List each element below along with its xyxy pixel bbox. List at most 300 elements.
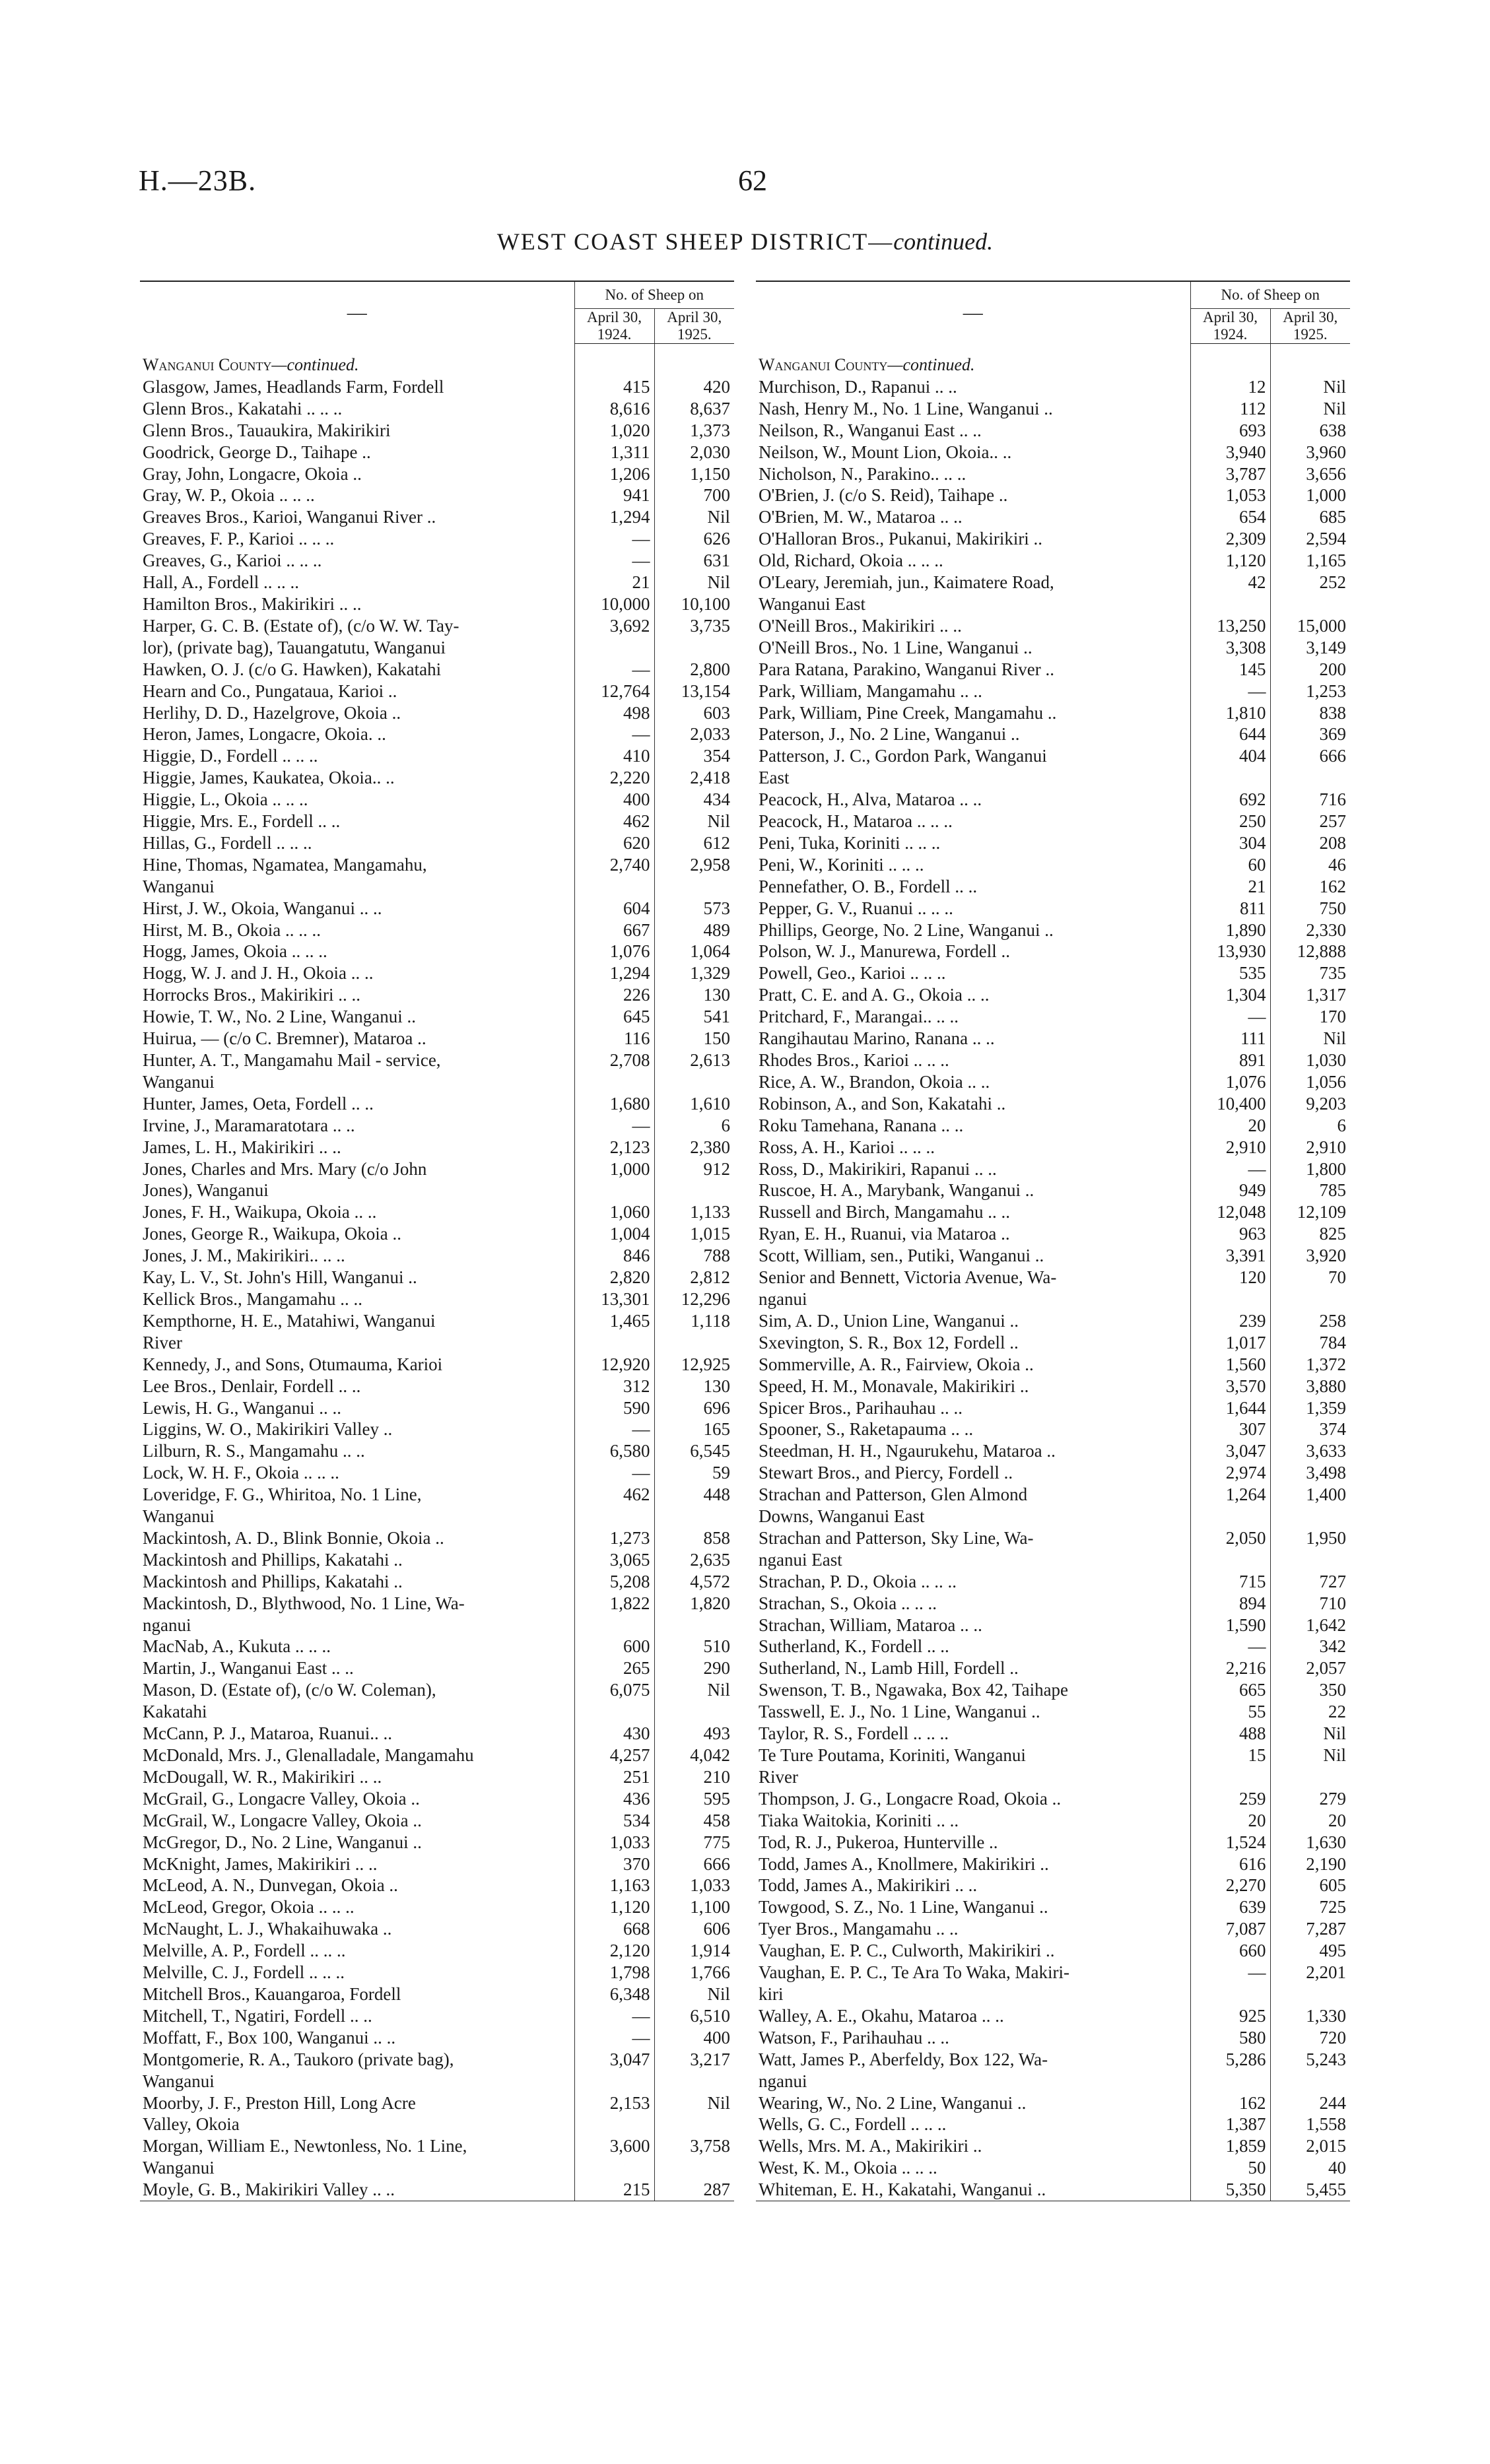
owner-name: Hawken, O. J. (c/o G. Hawken), Kakatahi bbox=[143, 659, 442, 679]
table-row bbox=[756, 1723, 1350, 1745]
sheep-1925: 727 bbox=[1270, 1571, 1350, 1593]
sheep-1925: 2,190 bbox=[1270, 1853, 1350, 1875]
sheep-1924: 111 bbox=[1190, 1028, 1270, 1049]
sheep-1925: 3,920 bbox=[1270, 1245, 1350, 1267]
report-id: H.—23B. bbox=[139, 164, 257, 197]
sheep-1925: 6,545 bbox=[654, 1440, 734, 1462]
table-row bbox=[756, 506, 1350, 528]
sheep-1924: — bbox=[574, 659, 654, 681]
county-name: Wanganui County bbox=[143, 355, 272, 374]
sheep-1925: 3,960 bbox=[1270, 442, 1350, 463]
table-row bbox=[756, 1962, 1350, 1983]
table-row bbox=[140, 1245, 734, 1267]
table-row bbox=[140, 1049, 734, 1071]
sheep-1924: 1,311 bbox=[574, 442, 654, 463]
sheep-1925: 3,498 bbox=[1270, 1462, 1350, 1484]
owner-name: Martin, J., Wanganui East .. .. bbox=[143, 1658, 354, 1679]
owner-name: Jones, Charles and Mrs. Mary (c/o John bbox=[143, 1158, 427, 1179]
owner-name: kiri bbox=[759, 1983, 784, 2004]
owner-name: Thompson, J. G., Longacre Road, Okoia .. bbox=[759, 1788, 1062, 1809]
sheep-1925: 5,455 bbox=[1270, 2179, 1350, 2201]
sheep-1924: 963 bbox=[1190, 1223, 1270, 1245]
table-row bbox=[756, 1636, 1350, 1657]
sheep-1924: 1,859 bbox=[1190, 2135, 1270, 2157]
sheep-1925: 750 bbox=[1270, 898, 1350, 919]
owner-name: Glenn Bros., Kakatahi .. .. .. bbox=[143, 398, 343, 418]
sheep-1924: 2,120 bbox=[574, 1940, 654, 1962]
sheep-1924: 2,153 bbox=[574, 2092, 654, 2114]
owner-name: Howie, T. W., No. 2 Line, Wanganui .. bbox=[143, 1007, 417, 1027]
sheep-1925: 1,359 bbox=[1270, 1397, 1350, 1419]
sheep-1924: — bbox=[574, 1418, 654, 1440]
owner-name: Stewart Bros., and Piercy, Fordell .. bbox=[759, 1463, 1013, 1483]
table-row bbox=[756, 1506, 1350, 1527]
sheep-1925: 510 bbox=[654, 1636, 734, 1657]
sheep-1925: 912 bbox=[654, 1158, 734, 1180]
owner-name: Watson, F., Parihauhau .. .. bbox=[759, 2027, 949, 2048]
table-row bbox=[140, 1506, 734, 1527]
sheep-1925: 1,800 bbox=[1270, 1158, 1350, 1180]
sheep-1924: 50 bbox=[1190, 2157, 1270, 2179]
sheep-1925 bbox=[1270, 1766, 1350, 1788]
owner-name: Kakatahi bbox=[143, 1702, 207, 1722]
owner-name: lor), (private bag), Tauangatutu, Wanganui bbox=[143, 637, 446, 657]
table-row bbox=[756, 1158, 1350, 1180]
owner-name: Nash, Henry M., No. 1 Line, Wanganui .. bbox=[759, 398, 1053, 418]
sheep-1925: 858 bbox=[654, 1527, 734, 1549]
table-row bbox=[756, 1745, 1350, 1766]
sheep-1924: 534 bbox=[574, 1810, 654, 1832]
owner-name: Towgood, S. Z., No. 1 Line, Wanganui .. bbox=[759, 1897, 1048, 1917]
table-row bbox=[140, 442, 734, 463]
table-row bbox=[756, 789, 1350, 811]
table-row bbox=[140, 1484, 734, 1506]
sheep-1924: 3,391 bbox=[1190, 1245, 1270, 1267]
sheep-1924: 1,304 bbox=[1190, 984, 1270, 1006]
owner-name: Neilson, W., Mount Lion, Okoia.. .. bbox=[759, 442, 1012, 462]
table-row bbox=[756, 854, 1350, 876]
sheep-1924: 3,308 bbox=[1190, 637, 1270, 659]
sheep-1925: 12,296 bbox=[654, 1288, 734, 1310]
sheep-1925: 638 bbox=[1270, 420, 1350, 442]
table-row bbox=[140, 2179, 734, 2201]
table-row bbox=[756, 962, 1350, 984]
sheep-1924: 2,123 bbox=[574, 1137, 654, 1158]
table-row bbox=[756, 1028, 1350, 1049]
owner-name: Higgie, D., Fordell .. .. .. bbox=[143, 746, 318, 766]
table-row bbox=[756, 1766, 1350, 1788]
sheep-1924: 639 bbox=[1190, 1896, 1270, 1918]
sheep-1924: 644 bbox=[1190, 723, 1270, 745]
sheep-1925: 595 bbox=[654, 1788, 734, 1810]
sheep-1924 bbox=[1190, 1288, 1270, 1310]
owner-name: Rice, A. W., Brandon, Okoia .. .. bbox=[759, 1071, 990, 1092]
sheep-1925: 3,880 bbox=[1270, 1376, 1350, 1397]
sheep-1925: 162 bbox=[1270, 876, 1350, 898]
sheep-1925: 1,400 bbox=[1270, 1484, 1350, 1506]
table-row bbox=[140, 1918, 734, 1940]
owner-name: Peacock, H., Alva, Mataroa .. .. bbox=[759, 789, 982, 810]
table-row bbox=[756, 1267, 1350, 1288]
sheep-1925: 1,914 bbox=[654, 1940, 734, 1962]
table-row bbox=[756, 1310, 1350, 1332]
table-row bbox=[140, 1527, 734, 1549]
sheep-1925: Nil bbox=[1270, 1028, 1350, 1049]
sheep-1924: 891 bbox=[1190, 1049, 1270, 1071]
sheep-1925 bbox=[654, 1701, 734, 1723]
sheep-1925: Nil bbox=[654, 1983, 734, 2005]
sheep-1925 bbox=[654, 2114, 734, 2135]
sheep-1924: 3,940 bbox=[1190, 442, 1270, 463]
table-row bbox=[756, 1440, 1350, 1462]
sheep-1925: 666 bbox=[654, 1853, 734, 1875]
sheep-1925: 1,030 bbox=[1270, 1049, 1350, 1071]
sheep-count-header: No. of Sheep on bbox=[574, 281, 734, 309]
table-row bbox=[756, 1354, 1350, 1376]
table-row bbox=[140, 2049, 734, 2071]
sheep-1924: 1,020 bbox=[574, 420, 654, 442]
sheep-1924: 5,286 bbox=[1190, 2049, 1270, 2071]
sheep-1925: 1,165 bbox=[1270, 550, 1350, 572]
sheep-1925: 3,735 bbox=[654, 615, 734, 637]
sheep-1925: 2,812 bbox=[654, 1267, 734, 1288]
sheep-1924: 3,047 bbox=[1190, 1440, 1270, 1462]
owner-name: Tyer Bros., Mangamahu .. .. bbox=[759, 1919, 959, 1939]
sheep-1925: 716 bbox=[1270, 789, 1350, 811]
table-row bbox=[756, 2092, 1350, 2114]
table-row bbox=[140, 1223, 734, 1245]
owner-name: McGrail, G., Longacre Valley, Okoia .. bbox=[143, 1788, 420, 1809]
owner-column-header: — bbox=[140, 281, 574, 344]
sheep-1925: 785 bbox=[1270, 1180, 1350, 1201]
table-row bbox=[140, 637, 734, 659]
sheep-1924: — bbox=[574, 1462, 654, 1484]
sheep-1924: — bbox=[574, 2027, 654, 2049]
sheep-1924: 15 bbox=[1190, 1745, 1270, 1766]
owner-name: Strachan, William, Mataroa .. .. bbox=[759, 1615, 982, 1635]
sheep-1925: 788 bbox=[654, 1245, 734, 1267]
owner-name: Rhodes Bros., Karioi .. .. .. bbox=[759, 1050, 949, 1070]
sheep-1925: 420 bbox=[654, 376, 734, 398]
owner-name: McGrail, W., Longacre Valley, Okoia .. bbox=[143, 1810, 422, 1830]
owner-name: McDougall, W. R., Makirikiri .. .. bbox=[143, 1766, 382, 1787]
owner-name: Goodrick, George D., Taihape .. bbox=[143, 442, 371, 462]
sheep-1924: 239 bbox=[1190, 1310, 1270, 1332]
sheep-1924: 55 bbox=[1190, 1701, 1270, 1723]
sheep-1925: 59 bbox=[654, 1462, 734, 1484]
table-row bbox=[140, 941, 734, 962]
sheep-1925: 2,800 bbox=[654, 659, 734, 681]
sheep-1924: 1,465 bbox=[574, 1310, 654, 1332]
sheep-1925: 1,064 bbox=[654, 941, 734, 962]
sheep-1925: 1,000 bbox=[1270, 484, 1350, 506]
sheep-1925: 2,330 bbox=[1270, 919, 1350, 941]
owner-name: McCann, P. J., Mataroa, Ruanui.. .. bbox=[143, 1723, 392, 1744]
table-row bbox=[756, 550, 1350, 572]
sheep-1925: 1,373 bbox=[654, 420, 734, 442]
table-row bbox=[140, 659, 734, 681]
owner-name: Hine, Thomas, Ngamatea, Mangamahu, bbox=[143, 854, 427, 875]
sheep-1924: 2,740 bbox=[574, 854, 654, 876]
owner-name: Strachan and Patterson, Glen Almond bbox=[759, 1484, 1028, 1505]
sheep-1925: 6,510 bbox=[654, 2005, 734, 2027]
county-heading bbox=[756, 354, 1350, 376]
sheep-1924 bbox=[574, 2071, 654, 2092]
owner-name: Hogg, James, Okoia .. .. .. bbox=[143, 941, 327, 962]
owner-name: Pratt, C. E. and A. G., Okoia .. .. bbox=[759, 985, 990, 1005]
owner-name: Sim, A. D., Union Line, Wanganui .. bbox=[759, 1310, 1019, 1331]
table-row bbox=[756, 528, 1350, 550]
sheep-1924: 692 bbox=[1190, 789, 1270, 811]
table-row bbox=[140, 1115, 734, 1137]
owner-name: Hogg, W. J. and J. H., Okoia .. .. bbox=[143, 963, 374, 983]
owner-name: Te Ture Poutama, Koriniti, Wanganui bbox=[759, 1745, 1026, 1765]
sheep-1924: 1,206 bbox=[574, 463, 654, 485]
sheep-1924: 645 bbox=[574, 1006, 654, 1028]
sheep-1925: 1,642 bbox=[1270, 1615, 1350, 1636]
sheep-1925: 493 bbox=[654, 1723, 734, 1745]
sheep-1924 bbox=[574, 1701, 654, 1723]
owner-name: Jones), Wanganui bbox=[143, 1180, 269, 1201]
table-row bbox=[140, 1332, 734, 1354]
table-row bbox=[140, 2027, 734, 2049]
table-row bbox=[140, 1962, 734, 1983]
owner-name: McKnight, James, Makirikiri .. .. bbox=[143, 1853, 378, 1874]
owner-name: Jones, George R., Waikupa, Okoia .. bbox=[143, 1224, 402, 1244]
table-row bbox=[140, 919, 734, 941]
table-row bbox=[140, 2092, 734, 2114]
sheep-1924: 488 bbox=[1190, 1723, 1270, 1745]
owner-name: Glasgow, James, Headlands Farm, Fordell bbox=[143, 376, 444, 397]
owner-name: Peacock, H., Mataroa .. .. .. bbox=[759, 811, 953, 832]
owner-name: Jones, J. M., Makirikiri.. .. .. bbox=[143, 1246, 345, 1266]
sheep-1924 bbox=[1190, 593, 1270, 615]
sheep-1924: — bbox=[574, 528, 654, 550]
table-row bbox=[140, 1288, 734, 1310]
table-row bbox=[140, 1788, 734, 1810]
sheep-1924: 1,294 bbox=[574, 506, 654, 528]
sheep-1924: 660 bbox=[1190, 1940, 1270, 1962]
sheep-1925: 2,030 bbox=[654, 442, 734, 463]
sheep-1924: 10,400 bbox=[1190, 1093, 1270, 1115]
sheep-1924: — bbox=[1190, 1636, 1270, 1657]
owner-name: Lee Bros., Denlair, Fordell .. .. bbox=[143, 1376, 361, 1396]
sheep-1924: 1,560 bbox=[1190, 1354, 1270, 1376]
table-row bbox=[140, 854, 734, 876]
owner-name: Liggins, W. O., Makirikiri Valley .. bbox=[143, 1419, 393, 1440]
table-row bbox=[140, 1593, 734, 1615]
owner-name: Moffatt, F., Box 100, Wanganui .. .. bbox=[143, 2027, 396, 2048]
sheep-1925: 290 bbox=[654, 1657, 734, 1679]
owner-name: Gray, W. P., Okoia .. .. .. bbox=[143, 485, 315, 506]
sheep-1924: 1,060 bbox=[574, 1201, 654, 1223]
table-row bbox=[140, 876, 734, 898]
sheep-1925: 2,613 bbox=[654, 1049, 734, 1071]
sheep-1925: 22 bbox=[1270, 1701, 1350, 1723]
owner-name: Ross, A. H., Karioi .. .. .. bbox=[759, 1137, 935, 1157]
sheep-1925: 1,056 bbox=[1270, 1071, 1350, 1093]
owner-name: Russell and Birch, Mangamahu .. .. bbox=[759, 1202, 1010, 1222]
sheep-1924: 498 bbox=[574, 702, 654, 724]
owner-name: O'Neill Bros., Makirikiri .. .. bbox=[759, 615, 962, 636]
sheep-1924: 370 bbox=[574, 1853, 654, 1875]
sheep-1925: Nil bbox=[654, 2092, 734, 2114]
sheep-1925: 12,109 bbox=[1270, 1201, 1350, 1223]
table-row bbox=[140, 745, 734, 767]
owner-name: Pennefather, O. B., Fordell .. .. bbox=[759, 876, 978, 896]
sheep-1925: 700 bbox=[654, 484, 734, 506]
sheep-1924: 404 bbox=[1190, 745, 1270, 767]
table-row bbox=[140, 1875, 734, 1896]
county-heading bbox=[140, 354, 734, 376]
table-row bbox=[140, 1354, 734, 1376]
table-row bbox=[140, 681, 734, 702]
sheep-1924: 535 bbox=[1190, 962, 1270, 984]
sheep-1925: 784 bbox=[1270, 1332, 1350, 1354]
sheep-1924: 667 bbox=[574, 919, 654, 941]
owner-name: Melville, A. P., Fordell .. .. .. bbox=[143, 1941, 346, 1961]
sheep-1924 bbox=[574, 1071, 654, 1093]
sheep-1925 bbox=[654, 1615, 734, 1636]
table-row bbox=[756, 919, 1350, 941]
table-row bbox=[756, 1093, 1350, 1115]
owner-name: Harper, G. C. B. (Estate of), (c/o W. W. Tay- bbox=[143, 615, 459, 636]
table-row bbox=[756, 1657, 1350, 1679]
owner-name: Hirst, J. W., Okoia, Wanganui .. .. bbox=[143, 898, 382, 918]
sheep-1925: 210 bbox=[654, 1766, 734, 1788]
table-row bbox=[756, 376, 1350, 398]
owner-name: Park, William, Mangamahu .. .. bbox=[759, 681, 982, 701]
county-continued: —continued. bbox=[271, 355, 359, 374]
owner-name: Park, William, Pine Creek, Mangamahu .. bbox=[759, 702, 1057, 723]
sheep-1925: 3,633 bbox=[1270, 1440, 1350, 1462]
sheep-1924: 2,708 bbox=[574, 1049, 654, 1071]
sheep-1925 bbox=[1270, 2071, 1350, 2092]
table-row bbox=[140, 593, 734, 615]
sheep-1925 bbox=[1270, 1549, 1350, 1571]
sheep-1924: — bbox=[574, 1115, 654, 1137]
sheep-1924: — bbox=[1190, 1006, 1270, 1028]
table-row bbox=[140, 789, 734, 811]
owner-name: Para Ratana, Parakino, Wanganui River .. bbox=[759, 659, 1054, 679]
owner-name: Lewis, H. G., Wanganui .. .. bbox=[143, 1397, 342, 1418]
table-row bbox=[756, 2179, 1350, 2201]
table-row bbox=[140, 723, 734, 745]
sheep-1924: 5,208 bbox=[574, 1571, 654, 1593]
sheep-1924: 1,017 bbox=[1190, 1332, 1270, 1354]
sheep-1924: 715 bbox=[1190, 1571, 1270, 1593]
table-row bbox=[756, 1832, 1350, 1853]
sheep-1924: 400 bbox=[574, 789, 654, 811]
sheep-1924: 116 bbox=[574, 1028, 654, 1049]
county-continued: —continued. bbox=[887, 355, 975, 374]
sheep-1925: 666 bbox=[1270, 745, 1350, 767]
sheep-1925 bbox=[654, 1332, 734, 1354]
sheep-1925: 170 bbox=[1270, 1006, 1350, 1028]
sheep-1924: 12 bbox=[1190, 376, 1270, 398]
sheep-1925: 1,820 bbox=[654, 1593, 734, 1615]
owner-name: Sutherland, K., Fordell .. .. bbox=[759, 1636, 949, 1657]
sheep-1925: 2,594 bbox=[1270, 528, 1350, 550]
owner-name: Neilson, R., Wanganui East .. .. bbox=[759, 420, 982, 440]
table-row bbox=[140, 1549, 734, 1571]
sheep-1924: 1,000 bbox=[574, 1158, 654, 1180]
sheep-1925: 1,766 bbox=[654, 1962, 734, 1983]
table-row bbox=[756, 398, 1350, 420]
owner-name: Ross, D., Makirikiri, Rapanui .. .. bbox=[759, 1158, 997, 1179]
sheep-1925: Nil bbox=[1270, 1723, 1350, 1745]
sheep-1924: 846 bbox=[574, 1245, 654, 1267]
owner-name: MacNab, A., Kukuta .. .. .. bbox=[143, 1636, 331, 1657]
sheep-1924: 590 bbox=[574, 1397, 654, 1419]
owner-name: Loveridge, F. G., Whiritoa, No. 1 Line, bbox=[143, 1484, 422, 1505]
owner-name: Nicholson, N., Parakino.. .. .. bbox=[759, 463, 966, 484]
sheep-1924: — bbox=[574, 2005, 654, 2027]
table-row bbox=[140, 572, 734, 593]
table-row bbox=[756, 1049, 1350, 1071]
sheep-1925: 1,558 bbox=[1270, 2114, 1350, 2135]
sheep-1924: 1,387 bbox=[1190, 2114, 1270, 2135]
table-row bbox=[756, 984, 1350, 1006]
sheep-1925: 1,118 bbox=[654, 1310, 734, 1332]
table-row bbox=[140, 1093, 734, 1115]
sheep-1925: 3,149 bbox=[1270, 637, 1350, 659]
owner-name: Rangihautau Marino, Ranana .. .. bbox=[759, 1028, 995, 1049]
sheep-1924: 1,890 bbox=[1190, 919, 1270, 941]
sheep-1925: 603 bbox=[654, 702, 734, 724]
owner-name: Ruscoe, H. A., Marybank, Wanganui .. bbox=[759, 1180, 1034, 1201]
table-row bbox=[140, 1657, 734, 1679]
owner-name: Mitchell, T., Ngatiri, Fordell .. .. bbox=[143, 2005, 372, 2026]
sheep-1924: 251 bbox=[574, 1766, 654, 1788]
owner-name: Tod, R. J., Pukeroa, Hunterville .. bbox=[759, 1832, 998, 1852]
owner-name: Polson, W. J., Manurewa, Fordell .. bbox=[759, 941, 1010, 962]
sheep-1925: 258 bbox=[1270, 1310, 1350, 1332]
sheep-1925: 541 bbox=[654, 1006, 734, 1028]
owner-name: Melville, C. J., Fordell .. .. .. bbox=[143, 1962, 345, 1983]
sheep-1925: 7,287 bbox=[1270, 1918, 1350, 1940]
owner-name: Peni, W., Koriniti .. .. .. bbox=[759, 854, 924, 875]
sheep-1925: 838 bbox=[1270, 702, 1350, 724]
owner-name: O'Neill Bros., No. 1 Line, Wanganui .. bbox=[759, 637, 1033, 657]
owner-name: Hunter, James, Oeta, Fordell .. .. bbox=[143, 1093, 374, 1114]
sheep-1924: 668 bbox=[574, 1918, 654, 1940]
sheep-1925 bbox=[1270, 593, 1350, 615]
page-number: 62 bbox=[738, 164, 767, 197]
owner-name: Kempthorne, H. E., Matahiwi, Wanganui bbox=[143, 1310, 436, 1331]
table-row bbox=[140, 1158, 734, 1180]
sheep-1924: 12,764 bbox=[574, 681, 654, 702]
sheep-1925: 4,042 bbox=[654, 1745, 734, 1766]
owner-name: Kay, L. V., St. John's Hill, Wanganui .. bbox=[143, 1267, 417, 1288]
table-row bbox=[756, 1701, 1350, 1723]
sheep-1925: 374 bbox=[1270, 1418, 1350, 1440]
table-row bbox=[140, 2071, 734, 2092]
owner-name: Sxevington, S. R., Box 12, Fordell .. bbox=[759, 1332, 1019, 1352]
owner-name: Huirua, — (c/o C. Bremner), Mataroa .. bbox=[143, 1028, 426, 1049]
sheep-1925: 130 bbox=[654, 1376, 734, 1397]
owner-name: Strachan, P. D., Okoia .. .. .. bbox=[759, 1571, 957, 1591]
owner-name: Wanganui bbox=[143, 2071, 215, 2091]
table-row bbox=[140, 1418, 734, 1440]
sheep-1925: 775 bbox=[654, 1832, 734, 1853]
table-row bbox=[756, 1593, 1350, 1615]
table-row bbox=[756, 1571, 1350, 1593]
sheep-1924: 20 bbox=[1190, 1115, 1270, 1137]
table-row bbox=[140, 702, 734, 724]
owner-name: Spicer Bros., Parihauhau .. .. bbox=[759, 1397, 963, 1418]
owner-name: Montgomerie, R. A., Taukoro (private bag), bbox=[143, 2049, 454, 2069]
